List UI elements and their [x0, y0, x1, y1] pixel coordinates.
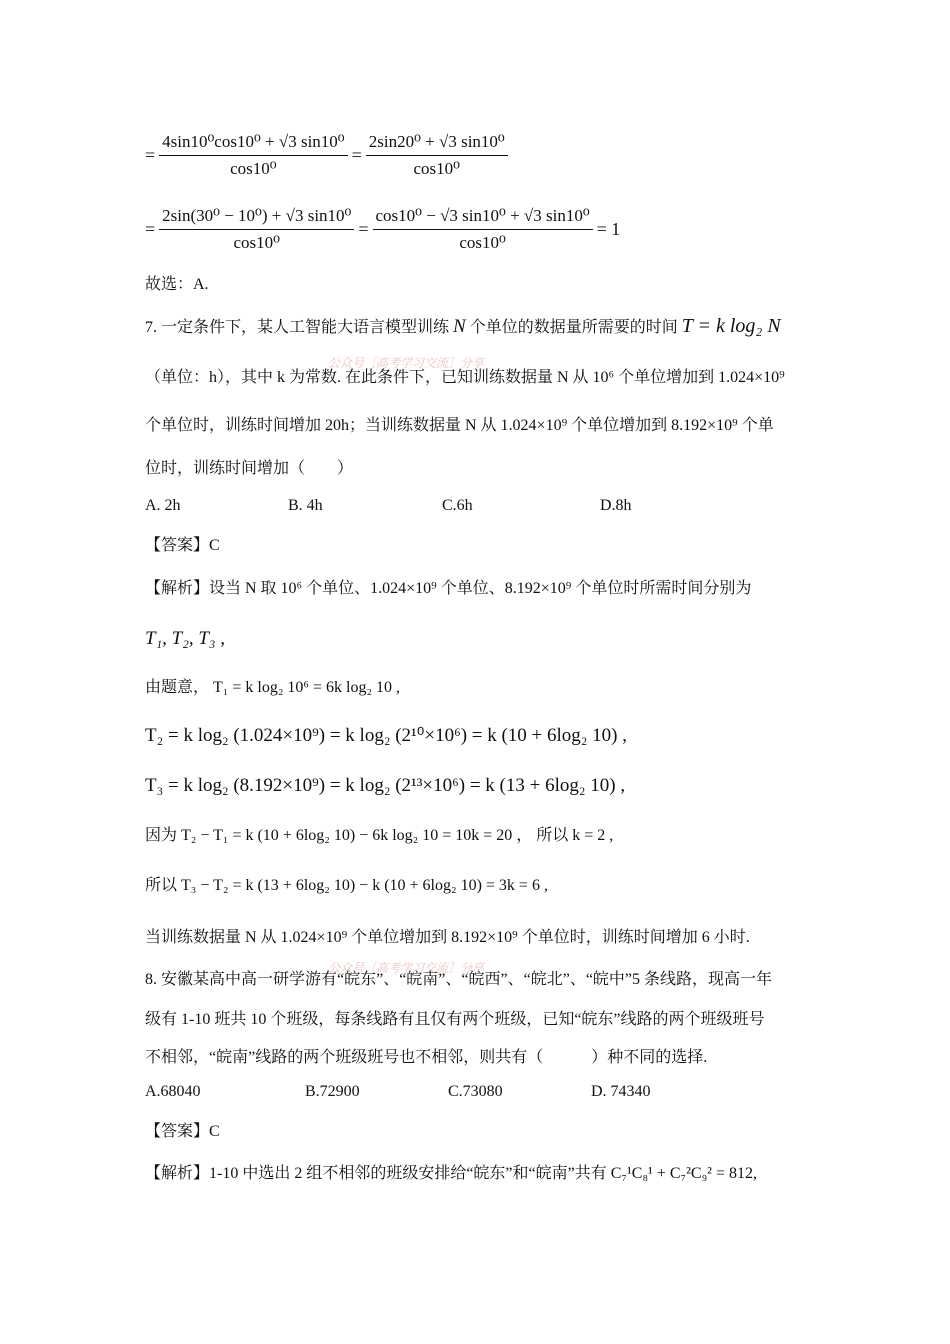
time-formula: T = k log₂ N	[681, 315, 781, 337]
q8-line-3: 不相邻，“皖南”线路的两个班级班号也不相邻，则共有（ ）种不同的选择.	[145, 1049, 708, 1066]
fraction	[366, 131, 508, 180]
denominator: cos10⁰	[413, 158, 460, 178]
q7-analysis-5: T₃ = k log₂ (8.192×10⁹) = k log₂ (2¹³×10⁶) = k (13 + 6log₂ 10) ,	[145, 775, 626, 796]
q7-option-b: B. 4h	[288, 497, 323, 514]
q7-analysis-2: T₁, T₂, T₃ ,	[145, 628, 226, 649]
previous-answer: 故选：A.	[145, 276, 209, 293]
numerator: 2sin20⁰ + √3 sin10⁰	[366, 131, 508, 156]
watermark: 公众号［高考学习交流］分享	[328, 961, 485, 975]
q8-line-1: 8. 安徽某高中高一研学游有“皖东”、“皖南”、“皖西”、“皖北”、“皖中”5 条线路，现高一年	[145, 971, 773, 988]
q7-option-c: C.6h	[442, 497, 473, 514]
q7-analysis-8: 当训练数据量 N 从 1.024×10⁹ 个单位增加到 8.192×10⁹ 个单位时，训练时间增加 6 小时.	[145, 929, 750, 946]
fraction	[159, 205, 354, 254]
q8-option-c: C.73080	[448, 1083, 503, 1100]
fraction	[373, 205, 593, 254]
q7-analysis-1: 【解析】设当 N 取 10⁶ 个单位、1.024×10⁹ 个单位、8.192×10⁹ 个单位时所需时间分别为	[145, 580, 752, 597]
q8-option-b: B.72900	[305, 1083, 360, 1100]
equation-line-2: = $\frac{\text{2sin(30⁰ − 10⁰) + √3 sin10⁰}}{\text{cos10⁰}}$ = $\frac{\text{cos10⁰ − √3 sin10⁰ + √3 sin10⁰}}{\text{cos10⁰}}$ = 1	[145, 205, 621, 252]
numerator: 4sin10⁰cos10⁰ + √3 sin10⁰	[159, 131, 347, 156]
q7-answer: 【答案】C	[145, 537, 220, 554]
numerator: cos10⁰ − √3 sin10⁰ + √3 sin10⁰	[373, 205, 593, 230]
numerator: 2sin(30⁰ − 10⁰) + √3 sin10⁰	[159, 205, 354, 230]
q8-analysis-1: 【解析】1-10 中选出 2 组不相邻的班级安排给“皖东”和“皖南”共有 C₇¹C₈¹ + C₇²C₉² = 812,	[145, 1165, 757, 1182]
denominator: cos10⁰	[233, 232, 280, 252]
q8-line-2: 级有 1-10 班共 10 个班级，每条线路有且仅有两个班级，已知“皖东”线路的两个班级班号	[145, 1011, 765, 1028]
result: = 1	[596, 219, 621, 239]
q7-option-a: A. 2h	[145, 497, 181, 514]
q8-option-a: A.68040	[145, 1083, 201, 1100]
q7-line-2: （单位：h），其中 k 为常数. 在此条件下，已知训练数据量 N 从 10⁶ 个单位增加到 1.024×10⁹	[145, 369, 785, 386]
denominator: cos10⁰	[459, 232, 506, 252]
watermark: 公众号［高考学习交流］分享	[328, 356, 485, 370]
q7-line-4: 位时，训练时间增加（ ）	[145, 460, 354, 477]
q8-option-d: D. 74340	[591, 1083, 651, 1100]
equation-line-1: = $\frac{\text{4sin10⁰cos10⁰ + √3 sin10⁰}}{\text{cos10⁰}}$ = $\frac{\text{2sin20⁰ + √3 sin10⁰}}{\text{cos10⁰}}$	[145, 128, 512, 182]
q7-line-1: 7. 一定条件下，某人工智能大语言模型训练 N 个单位的数据量所需要的时间 T = k log₂ N	[145, 315, 781, 337]
q7-analysis-3: 由题意， T₁ = k log₂ 10⁶ = 6k log₂ 10 ,	[145, 679, 401, 696]
q7-option-d: D.8h	[600, 497, 632, 514]
q7-analysis-4: T₂ = k log₂ (1.024×10⁹) = k log₂ (2¹⁰×10⁶) = k (10 + 6log₂ 10) ,	[145, 725, 628, 746]
q7-analysis-7: 所以 T₃ − T₂ = k (13 + 6log₂ 10) − k (10 + 6log₂ 10) = 3k = 6 ,	[145, 877, 548, 894]
q8-answer: 【答案】C	[145, 1123, 220, 1140]
q7-line-3: 个单位时，训练时间增加 20h；当训练数据量 N 从 1.024×10⁹ 个单位增加到 8.192×10⁹ 个单	[145, 417, 774, 434]
denominator: cos10⁰	[230, 158, 277, 178]
fraction	[159, 131, 347, 180]
q7-analysis-6: 因为 T₂ − T₁ = k (10 + 6log₂ 10) − 6k log₂ 10 = 10k = 20 ， 所以 k = 2 ,	[145, 827, 614, 844]
